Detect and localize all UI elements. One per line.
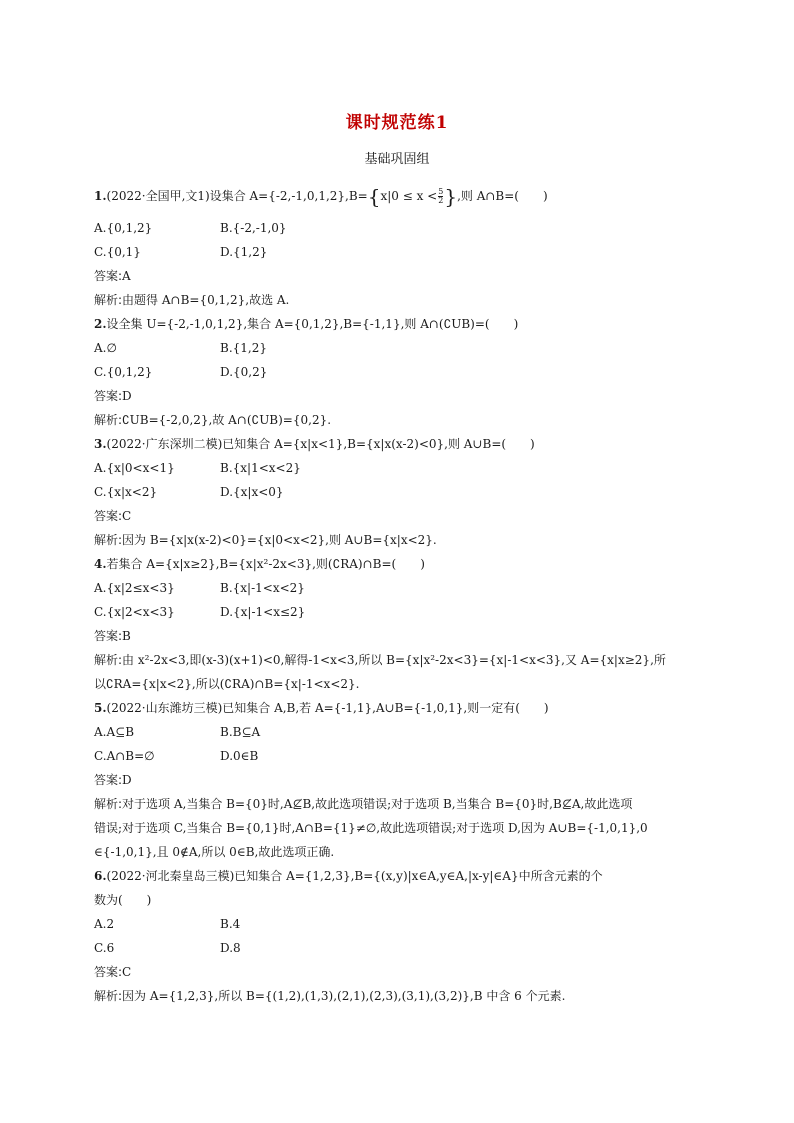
analysis-5-continued: 错误;对于选项 C,当集合 B={0,1}时,A∩B={1}≠∅,故此选项错误;对于选项 D,因为 A∪B={-1,0,1},0	[94, 821, 648, 835]
analysis-1: 解析:由题得 A∩B={0,1,2},故选 A.	[94, 293, 290, 307]
answer-3: 答案:C	[94, 509, 132, 523]
analysis-5-continued: ∈{-1,0,1},且 0∉A,所以 0∈B,故此选项正确.	[94, 845, 335, 859]
answer-4: 答案:B	[94, 629, 131, 643]
option-c: C.{0,1,2}	[94, 365, 153, 379]
question-text: (2022·全国甲,文1)设集合 A={-2,-1,0,1,2},B=	[106, 189, 368, 203]
option-a: A.A⊆B	[94, 725, 135, 739]
option-a: A.{x|0<x<1}	[94, 461, 175, 475]
option-b: B.{x|-1<x<2}	[220, 581, 305, 595]
question-4: 4.若集合 A={x|x≥2},B={x|x²-2x<3},则(∁RA)∩B=( )	[94, 557, 425, 571]
answer-2: 答案:D	[94, 389, 132, 403]
question-number: 1.	[94, 189, 107, 203]
option-d: D.{1,2}	[220, 245, 268, 259]
question-text-end: ,则 A∩B=( )	[457, 189, 548, 203]
question-1: 1.(2022·全国甲,文1)设集合 A={-2,-1,0,1,2},B={x|0 ≤ x < $\frac{5}{2}$ },则 A∩B=( )	[94, 184, 548, 209]
option-d: D.8	[220, 941, 241, 955]
question-5: 5.(2022·山东潍坊三模)已知集合 A,B,若 A={-1,1},A∪B={-1,0,1},则一定有( )	[94, 701, 549, 715]
option-b: B.{-2,-1,0}	[220, 221, 287, 235]
option-a: A.2	[94, 917, 115, 931]
analysis-6: 解析:因为 A={1,2,3},所以 B={(1,2),(1,3),(2,1),(2,3),(3,1),(3,2)},B 中含 6 个元素.	[94, 989, 566, 1003]
analysis-5: 解析:对于选项 A,当集合 B={0}时,A⊈B,故此选项错误;对于选项 B,当集合 B={0}时,B⊈A,故此选项	[94, 797, 633, 811]
option-c: C.6	[94, 941, 115, 955]
option-d: D.{0,2}	[220, 365, 268, 379]
question-6-continued: 数为( )	[94, 893, 152, 907]
option-d: D.{x|x<0}	[220, 485, 284, 499]
analysis-4-continued: 以∁RA={x|x<2},所以(∁RA)∩B={x|-1<x<2}.	[94, 677, 360, 691]
section-title: 基础巩固组	[364, 152, 430, 167]
answer-1: 答案:A	[94, 269, 131, 283]
option-a: A.{0,1,2}	[94, 221, 153, 235]
analysis-4: 解析:由 x²-2x<3,即(x-3)(x+1)<0,解得-1<x<3,所以 B={x|x²-2x<3}={x|-1<x<3},又 A={x|x≥2},所	[94, 653, 666, 667]
option-c: C.{0,1}	[94, 245, 141, 259]
page-title: 课时规范练1	[345, 113, 449, 133]
question-2: 2.设全集 U={-2,-1,0,1,2},集合 A={0,1,2},B={-1,1},则 A∩(∁UB)=( )	[94, 317, 519, 331]
option-b: B.{x|1<x<2}	[220, 461, 301, 475]
question-6: 6.(2022·河北秦皇岛三模)已知集合 A={1,2,3},B={(x,y)|x∈A,y∈A,|x-y|∈A}中所含元素的个	[94, 869, 603, 883]
option-a: A.∅	[94, 341, 117, 355]
analysis-2: 解析:∁UB={-2,0,2},故 A∩(∁UB)={0,2}.	[94, 413, 332, 427]
fraction: $\frac{5}{2}$	[438, 187, 444, 205]
option-c: C.{x|x<2}	[94, 485, 158, 499]
option-b: B.B⊆A	[220, 725, 261, 739]
analysis-3: 解析:因为 B={x|x(x-2)<0}={x|0<x<2},则 A∪B={x|x<2}.	[94, 533, 437, 547]
option-c: C.A∩B=∅	[94, 749, 155, 763]
option-c: C.{x|2<x<3}	[94, 605, 175, 619]
option-d: D.{x|-1<x≤2}	[220, 605, 306, 619]
set-condition: x|0 ≤ x <	[380, 189, 438, 203]
option-d: D.0∈B	[220, 749, 259, 763]
option-a: A.{x|2≤x<3}	[94, 581, 175, 595]
option-b: B.4	[220, 917, 241, 931]
answer-6: 答案:C	[94, 965, 132, 979]
option-b: B.{1,2}	[220, 341, 267, 355]
question-3: 3.(2022·广东深圳二模)已知集合 A={x|x<1},B={x|x(x-2)<0},则 A∪B=( )	[94, 437, 535, 451]
answer-5: 答案:D	[94, 773, 132, 787]
